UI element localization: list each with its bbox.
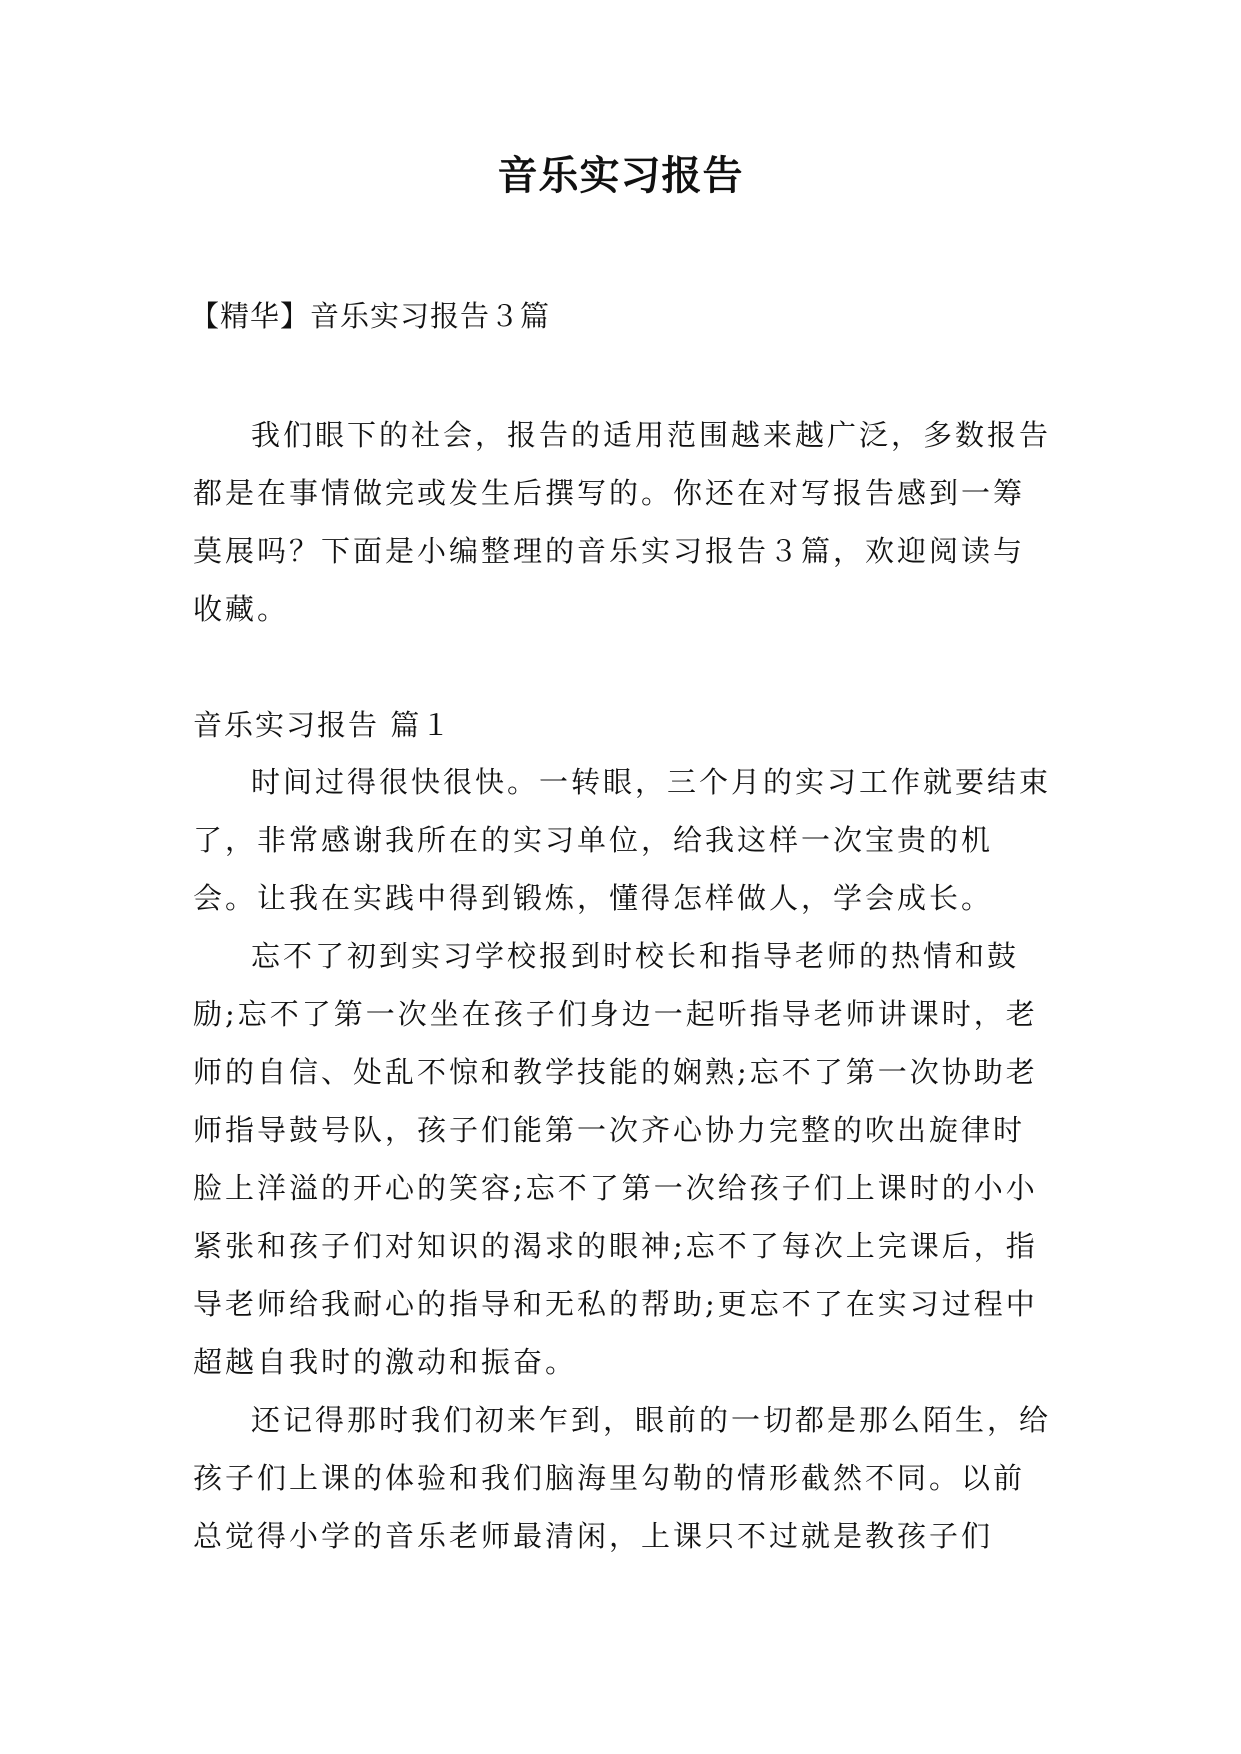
- section-content: [193, 753, 1053, 1565]
- body-paragraph: 时间过得很快很快。一转眼，三个月的实习工作就要结束了，非常感谢我所在的实习单位，给我这样一次宝贵的机会。让我在实践中得到锻炼，懂得怎样做人，学会成长。: [193, 765, 1052, 915]
- document-subtitle: 【精华】音乐实习报告３篇: [190, 299, 551, 333]
- section-heading: 音乐实习报告 篇１: [193, 708, 453, 742]
- document-title: 音乐实习报告: [497, 153, 744, 199]
- body-paragraph: 忘不了初到实习学校报到时校长和指导老师的热情和鼓励;忘不了第一次坐在孩子们身边一起听指导老师讲课时，老师的自信、处乱不惊和教学技能的娴熟;忘不了第一次协助老师指导鼓号队，孩子们能第一次齐心协力完整的吹出旋律时脸上洋溢的开心的笑容;忘不了第一次给孩子们上课时的小小紧张和孩子们对知识的渴求的眼神;忘不了每次上完课后，指导老师给我耐心的指导和无私的帮助;更忘不了在实习过程中超越自我时的激动和振奋。: [193, 939, 1038, 1379]
- intro-paragraph: 我们眼下的社会，报告的适用范围越来越广泛，多数报告都是在事情做完或发生后撰写的。你还在对写报告感到一筹莫展吗？下面是小编整理的音乐实习报告３篇，欢迎阅读与收藏。: [193, 418, 1052, 626]
- body-paragraph: 还记得那时我们初来乍到，眼前的一切都是那么陌生，给孩子们上课的体验和我们脑海里勾勒的情形截然不同。以前总觉得小学的音乐老师最清闲，上课只不过就是教孩子们: [193, 1403, 1052, 1553]
